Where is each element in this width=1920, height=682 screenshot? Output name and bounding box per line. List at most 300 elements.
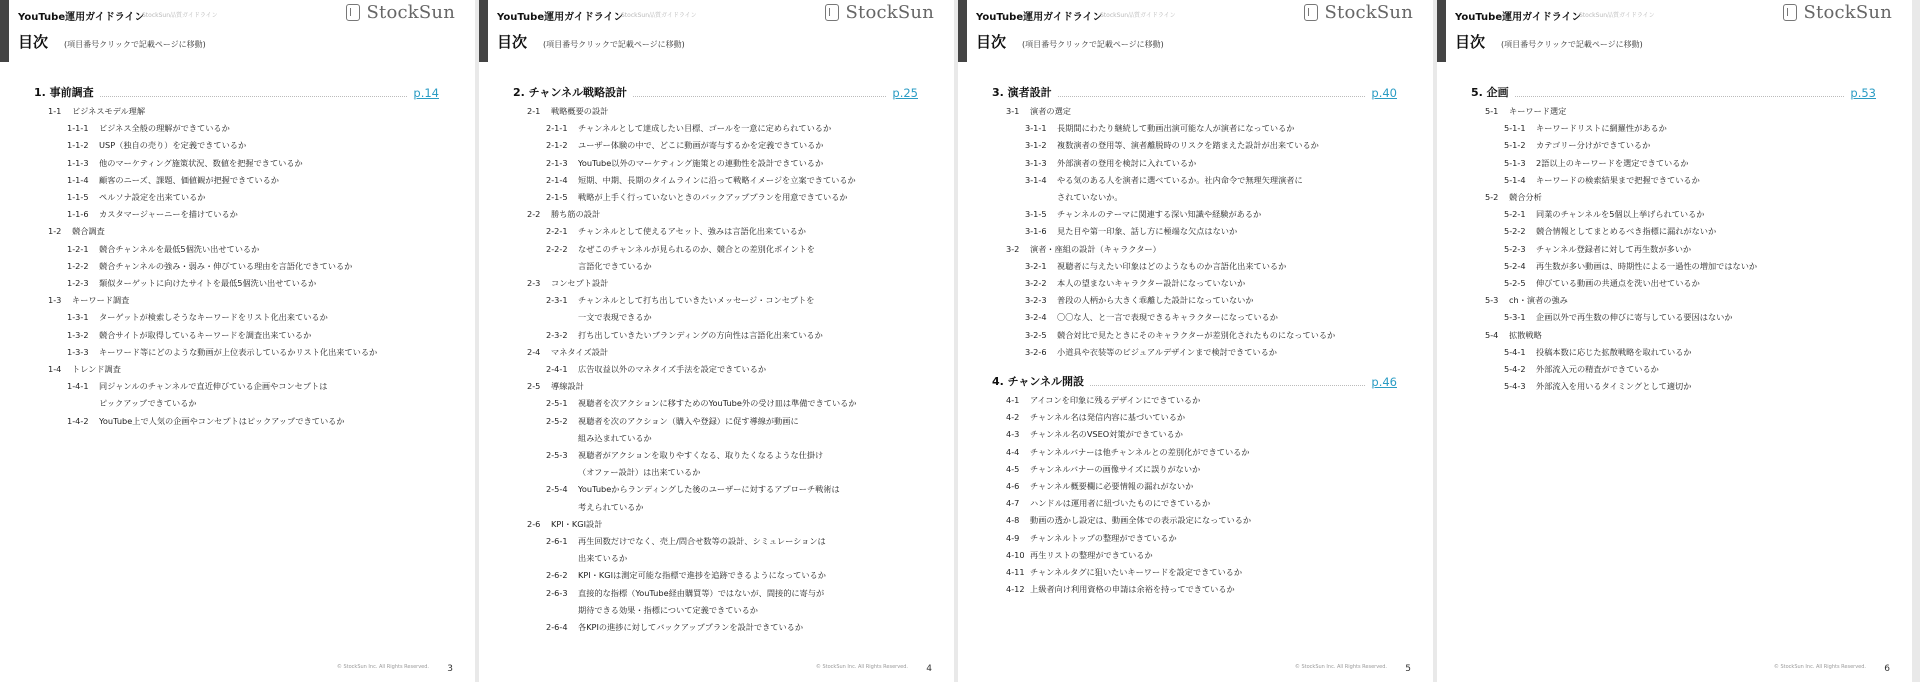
toc-item[interactable]	[992, 495, 1397, 512]
side-accent-bar	[479, 0, 488, 62]
toc-subitem[interactable]	[1471, 361, 1876, 378]
toc-subitem[interactable]	[992, 120, 1397, 137]
item-text: 企画以外で再生数の伸びに寄与している要因はないか	[1536, 312, 1733, 323]
toc-item[interactable]	[1471, 292, 1876, 309]
item-text: ターゲットが検索しそうなキーワードをリスト化出来ているか	[99, 312, 328, 323]
item-number[interactable]: 2-6-1	[546, 536, 568, 547]
document-subtitle: StockSun品質ガイドライン	[1100, 12, 1176, 19]
item-number[interactable]: 4-4	[1006, 446, 1020, 457]
item-text: チャンネル名は発信内容に基づいているか	[1030, 412, 1186, 423]
toc-item[interactable]	[992, 461, 1397, 478]
item-number[interactable]: 2-1-1	[546, 123, 568, 134]
item-number[interactable]: 1-3-3	[67, 346, 89, 357]
item-number[interactable]: 5-3	[1485, 295, 1499, 306]
item-text: 長期間にわたり継続して動画出演可能な人が演者になっているか	[1057, 123, 1295, 134]
item-text: 勝ち筋の設計	[551, 209, 601, 220]
item-text: なぜこのチャンネルが見られるのか、競合との差別化ポイントを	[578, 243, 815, 254]
section-spacer	[992, 361, 1397, 373]
item-text: チャンネルバナーの画像サイズに誤りがないか	[1030, 463, 1201, 474]
toc-heading-note: (項目番号クリックで記載ページに移動)	[543, 40, 685, 49]
toc-item[interactable]	[992, 103, 1397, 120]
item-text: 言語化できているか	[578, 260, 652, 271]
toc-subitem[interactable]	[34, 378, 439, 395]
toc-subitem[interactable]	[513, 533, 918, 550]
item-number[interactable]: 1-2-3	[67, 278, 89, 289]
item-number[interactable]: 2-4	[527, 346, 541, 357]
toc-heading	[497, 31, 685, 52]
toc-subitem[interactable]	[34, 413, 439, 430]
item-number[interactable]: 2-3-2	[546, 329, 568, 340]
item-text: 競合調査	[72, 226, 105, 237]
toc-subitem[interactable]	[513, 361, 918, 378]
toc-item[interactable]	[992, 512, 1397, 529]
item-number[interactable]: 3-2-3	[1025, 295, 1047, 306]
stocksun-logo-icon	[346, 4, 360, 21]
item-number[interactable]: 5-1-2	[1504, 140, 1526, 151]
item-number[interactable]: 5-1-1	[1504, 123, 1526, 134]
toc-subitem[interactable]	[992, 258, 1397, 275]
item-text: チャンネルバナーは他チャンネルとの差別化ができているか	[1030, 446, 1250, 457]
section-page-link[interactable]: p.14	[413, 86, 439, 100]
document-subtitle: StockSun品質ガイドライン	[621, 12, 697, 19]
item-text: 他のマーケティング施策状況、数値を把握できているか	[99, 157, 303, 168]
toc-subitem[interactable]	[1471, 172, 1876, 189]
toc-subitem[interactable]	[992, 155, 1397, 172]
item-number[interactable]: 5-2-2	[1504, 226, 1526, 237]
document-title: YouTube運用ガイドライン	[18, 12, 145, 23]
toc-subitem[interactable]	[513, 481, 918, 498]
toc-list	[1471, 84, 1876, 395]
toc-subitem[interactable]	[1471, 275, 1876, 292]
toc-subitem[interactable]	[34, 189, 439, 206]
copyright: © StockSun Inc. All Rights Reserved.	[1773, 664, 1866, 670]
toc-item[interactable]	[513, 275, 918, 292]
toc-item[interactable]	[513, 206, 918, 223]
item-text: されていないか。	[1057, 192, 1123, 203]
item-text: チャンネル概要欄に必要情報の漏れがないか	[1030, 481, 1194, 492]
item-text: 競合分析	[1509, 192, 1542, 203]
item-text: カスタマージャーニーを描けているか	[99, 209, 238, 220]
toc-section	[513, 84, 918, 100]
toc-heading-note: (項目番号クリックで記載ページに移動)	[1501, 40, 1643, 49]
toc-subitem[interactable]	[1471, 137, 1876, 154]
dotted-leader	[1090, 385, 1365, 386]
item-text: ビジネスモデル理解	[72, 106, 146, 116]
copyright: © StockSun Inc. All Rights Reserved.	[336, 664, 429, 670]
toc-subitem[interactable]	[34, 172, 439, 189]
item-text: チャンネルタグに狙いたいキーワードを設定できているか	[1030, 567, 1243, 578]
item-number[interactable]: 4-5	[1006, 463, 1020, 474]
item-number[interactable]: 3-1-1	[1025, 123, 1047, 134]
item-number[interactable]: 3-1-4	[1025, 174, 1047, 185]
item-number[interactable]: 1-3	[48, 295, 62, 306]
toc-heading	[18, 31, 206, 52]
item-text: 視聴者を次のアクション（購入や登録）に促す導線が動画に	[578, 415, 799, 426]
item-number[interactable]: 1-4	[48, 364, 62, 375]
toc-subitem[interactable]	[34, 155, 439, 172]
item-number[interactable]: 2-6-4	[546, 622, 568, 633]
toc-subitem[interactable]	[1471, 309, 1876, 326]
toc-item[interactable]	[992, 241, 1397, 258]
item-text: 打ち出していきたいブランディングの方向性は言語化出来ているか	[578, 329, 823, 340]
toc-item-continuation[interactable]	[34, 395, 439, 412]
toc-subitem[interactable]	[992, 275, 1397, 292]
item-number[interactable]: 2-2-1	[546, 226, 568, 237]
item-text: USP（独自の売り）を定義できているか	[99, 140, 247, 151]
item-text: 〇〇な人、と一言で表現できるキャラクターになっているか	[1057, 312, 1278, 323]
toc-subitem[interactable]	[34, 120, 439, 137]
toc-item[interactable]	[1471, 189, 1876, 206]
side-accent-bar	[958, 0, 967, 62]
toc-item[interactable]	[992, 530, 1397, 547]
item-number[interactable]: 3-2-1	[1025, 260, 1047, 271]
toc-item[interactable]	[1471, 327, 1876, 344]
item-number[interactable]: 1-1-1	[67, 123, 89, 134]
toc-subitem[interactable]	[513, 413, 918, 430]
section-title: 5. 企画	[1471, 86, 1509, 99]
item-number[interactable]: 4-3	[1006, 429, 1020, 440]
toc-subitem[interactable]	[992, 206, 1397, 223]
page-number: 5	[1405, 664, 1411, 674]
item-number[interactable]: 2-1	[527, 106, 541, 116]
section-page-link[interactable]: p.46	[1371, 375, 1397, 390]
item-text: チャンネル名のVSEO対策ができているか	[1030, 429, 1183, 440]
item-text: KPI・KGIは測定可能な指標で進捗を追跡できるようになっているか	[578, 570, 826, 581]
item-number[interactable]: 3-2	[1006, 243, 1020, 254]
item-number[interactable]: 4-6	[1006, 481, 1020, 492]
toc-item[interactable]	[34, 103, 439, 120]
toc-subitem[interactable]	[992, 344, 1397, 361]
toc-item[interactable]	[1471, 103, 1876, 120]
item-text: YouTube上で人気の企画やコンセプトはピックアップできているか	[99, 415, 345, 426]
item-text: 広告収益以外のマネタイズ手法を設定できているか	[578, 364, 767, 375]
item-text: チャンネル登録者に対して再生数が多いか	[1536, 243, 1692, 254]
toc-item[interactable]	[992, 547, 1397, 564]
page-number: 6	[1884, 664, 1890, 674]
toc-subitem[interactable]	[1471, 258, 1876, 275]
item-text: 一文で表現できるか	[578, 312, 652, 323]
dotted-leader	[100, 96, 408, 97]
item-text: YouTubeからランディングした後のユーザーに対するアプローチ戦術は	[578, 484, 840, 495]
item-number[interactable]: 2-6	[527, 518, 541, 529]
item-number[interactable]: 2-5-4	[546, 484, 568, 495]
item-number[interactable]: 1-3-1	[67, 312, 89, 323]
item-number[interactable]: 5-2-4	[1504, 260, 1526, 271]
toc-item[interactable]	[992, 564, 1397, 581]
item-text: キーワードの検索結果まで把握できているか	[1536, 174, 1700, 185]
item-number[interactable]: 1-4-1	[67, 381, 89, 392]
item-text: ユーザー体験の中で、どこに動画が寄与するかを定義できているか	[578, 140, 824, 151]
toc-item-continuation[interactable]	[513, 258, 918, 275]
toc-item[interactable]	[513, 103, 918, 120]
item-text: チャンネルとして使えるアセット、強みは言語化出来ているか	[578, 226, 806, 237]
toc-subitem[interactable]	[513, 155, 918, 172]
toc-page	[1437, 0, 1912, 682]
toc-subitem[interactable]	[513, 395, 918, 412]
item-text: カテゴリー分けができているか	[1536, 140, 1651, 151]
toc-subitem[interactable]	[1471, 155, 1876, 172]
section-title: 1. 事前調査	[34, 86, 94, 99]
toc-subitem[interactable]	[513, 447, 918, 464]
item-text: 競合サイトが取得しているキーワードを調査出来ているか	[99, 329, 312, 340]
item-text: 視聴者がアクションを取りやすくなる、取りたくなるような仕掛け	[578, 450, 824, 461]
item-text: 直接的な指標（YouTube経由購買等）ではないが、間接的に寄与が	[578, 587, 825, 598]
stocksun-logo-icon	[1304, 4, 1318, 21]
item-text: 外部流入元の精査ができているか	[1536, 364, 1659, 375]
toc-item[interactable]	[513, 378, 918, 395]
item-text: 顧客のニーズ、課題、価値観が把握できているか	[99, 174, 279, 185]
item-text: 外部演者の登用を検討に入れているか	[1057, 157, 1197, 168]
item-text: 競合チャンネルを最低5個洗い出せているか	[99, 243, 260, 254]
item-text: マネタイズ設計	[551, 346, 609, 357]
toc-subitem[interactable]	[1471, 206, 1876, 223]
toc-subitem[interactable]	[34, 241, 439, 258]
item-number[interactable]: 5-4	[1485, 329, 1499, 340]
item-number[interactable]: 5-1-4	[1504, 174, 1526, 185]
toc-section	[34, 84, 439, 100]
toc-subitem[interactable]	[513, 223, 918, 240]
item-text: 類似ターゲットに向けたサイトを最低5個洗い出せているか	[99, 278, 317, 289]
toc-item-continuation[interactable]	[513, 550, 918, 567]
item-number[interactable]: 5-2	[1485, 192, 1499, 203]
item-text: 視聴者に与えたい印象はどのようなものか言語化出来ているか	[1057, 260, 1287, 271]
toc-item-continuation[interactable]	[513, 499, 918, 516]
item-number[interactable]: 3-1	[1006, 106, 1020, 116]
toc-subitem[interactable]	[1471, 223, 1876, 240]
item-number[interactable]: 1-1	[48, 106, 62, 116]
section-title: 4. チャンネル開設	[992, 375, 1085, 389]
toc-subitem[interactable]	[513, 292, 918, 309]
toc-item[interactable]	[34, 361, 439, 378]
toc-subitem[interactable]	[34, 206, 439, 223]
toc-item[interactable]	[992, 581, 1397, 598]
toc-subitem[interactable]	[34, 258, 439, 275]
item-number[interactable]: 3-2-6	[1025, 346, 1047, 357]
item-number[interactable]: 1-1-2	[67, 140, 89, 151]
item-number[interactable]: 3-1-3	[1025, 157, 1047, 168]
toc-page	[0, 0, 475, 682]
item-number[interactable]: 2-1-2	[546, 140, 568, 151]
toc-subitem[interactable]	[513, 241, 918, 258]
section-title: 2. チャンネル戦略設計	[513, 86, 628, 99]
toc-subitem[interactable]	[1471, 344, 1876, 361]
item-number[interactable]: 2-6-2	[546, 570, 568, 581]
item-number[interactable]: 4-9	[1006, 532, 1020, 543]
toc-subitem[interactable]	[34, 309, 439, 326]
item-text: 伸びている動画の共通点を洗い出せているか	[1536, 278, 1700, 289]
copyright: © StockSun Inc. All Rights Reserved.	[815, 664, 908, 670]
item-text: 視聴者を次アクションに移すためのYouTube外の受け皿は準備できているか	[578, 398, 857, 409]
item-number[interactable]: 2-5-2	[546, 415, 568, 426]
toc-subitem[interactable]	[513, 619, 918, 636]
toc-page	[958, 0, 1433, 682]
item-text: 小道具や衣装等のビジュアルデザインまで検討できているか	[1057, 346, 1277, 357]
toc-subitem[interactable]	[513, 120, 918, 137]
item-number[interactable]: 3-1-5	[1025, 209, 1047, 220]
toc-subitem[interactable]	[34, 275, 439, 292]
item-text: 同業のチャンネルを5個以上挙げられているか	[1536, 209, 1705, 220]
toc-item-continuation[interactable]	[513, 602, 918, 619]
toc-section	[992, 373, 1397, 389]
item-number[interactable]: 1-2-1	[67, 243, 89, 254]
item-number[interactable]: 1-1-3	[67, 157, 89, 168]
item-number[interactable]: 5-2-1	[1504, 209, 1526, 220]
toc-page	[479, 0, 954, 682]
toc-subitem[interactable]	[992, 137, 1397, 154]
toc-subitem[interactable]	[513, 585, 918, 602]
toc-subitem[interactable]	[513, 327, 918, 344]
item-number[interactable]: 1-1-6	[67, 209, 89, 220]
item-text: 動画の透かし設定は、動画全体での表示設定になっているか	[1030, 515, 1252, 526]
item-number[interactable]: 3-1-6	[1025, 226, 1047, 237]
item-number[interactable]: 5-2-3	[1504, 243, 1526, 254]
toc-subitem[interactable]	[513, 567, 918, 584]
item-number[interactable]: 1-1-4	[67, 174, 89, 185]
section-title: 3. 演者設計	[992, 86, 1052, 99]
side-accent-bar	[1437, 0, 1446, 62]
item-number[interactable]: 3-1-2	[1025, 140, 1047, 151]
item-text: 導線設計	[551, 381, 584, 392]
toc-subitem[interactable]	[34, 327, 439, 344]
toc-item-continuation[interactable]	[513, 430, 918, 447]
toc-item-continuation[interactable]	[513, 464, 918, 481]
toc-item[interactable]	[992, 478, 1397, 495]
item-number[interactable]: 5-4-1	[1504, 346, 1526, 357]
toc-item[interactable]	[513, 516, 918, 533]
item-number[interactable]: 5-2-5	[1504, 278, 1526, 289]
toc-heading	[976, 31, 1164, 52]
item-number[interactable]: 2-1-4	[546, 174, 568, 185]
item-number[interactable]: 4-10	[1006, 549, 1025, 560]
toc-heading-text: 目次	[976, 33, 1007, 51]
item-number[interactable]: 5-4-3	[1504, 381, 1526, 392]
section-page-link[interactable]: p.40	[1371, 86, 1397, 100]
item-number[interactable]: 2-5-3	[546, 450, 568, 461]
toc-item[interactable]	[513, 344, 918, 361]
item-text: やる気のある人を演者に選べているか。社内命令で無理矢理演者に	[1057, 174, 1303, 185]
item-text: 本人の望まないキャラクター設計になっていないか	[1057, 278, 1246, 289]
item-number[interactable]: 4-11	[1006, 567, 1025, 578]
toc-item[interactable]	[992, 392, 1397, 409]
toc-subitem[interactable]	[513, 137, 918, 154]
item-number[interactable]: 4-2	[1006, 412, 1020, 423]
toc-subitem[interactable]	[992, 223, 1397, 240]
item-text: 再生数が多い動画は、時期性による一過性の増加ではないか	[1536, 260, 1758, 271]
toc-subitem[interactable]	[34, 137, 439, 154]
brand-name: StockSun	[366, 2, 455, 23]
item-number[interactable]: 1-1-5	[67, 192, 89, 203]
toc-section	[1471, 84, 1876, 100]
item-number[interactable]: 2-3-1	[546, 295, 568, 306]
document-subtitle: StockSun品質ガイドライン	[1579, 12, 1655, 19]
item-text: コンセプト設計	[551, 278, 609, 289]
toc-subitem[interactable]	[992, 327, 1397, 344]
item-text: 普段の人柄から大きく乖離した設計になっていないか	[1057, 295, 1254, 306]
document-title: YouTube運用ガイドライン	[497, 12, 624, 23]
item-number[interactable]: 2-5-1	[546, 398, 568, 409]
toc-subitem[interactable]	[513, 189, 918, 206]
item-number[interactable]: 4-1	[1006, 395, 1020, 406]
toc-list	[992, 84, 1397, 598]
item-text: 同ジャンルのチャンネルで直近伸びている企画やコンセプトは	[99, 381, 328, 392]
item-text: チャンネルのテーマに関連する深い知識や経験があるか	[1057, 209, 1262, 220]
item-number[interactable]: 2-4-1	[546, 364, 568, 375]
item-text: 外部流入を用いるタイミングとして適切か	[1536, 381, 1692, 392]
toc-subitem[interactable]	[992, 172, 1397, 189]
toc-subitem[interactable]	[992, 292, 1397, 309]
toc-item-continuation[interactable]	[513, 309, 918, 326]
toc-section	[992, 84, 1397, 100]
item-number[interactable]: 5-4-2	[1504, 364, 1526, 375]
toc-item[interactable]	[992, 409, 1397, 426]
item-number[interactable]: 2-5	[527, 381, 541, 392]
toc-item[interactable]	[34, 292, 439, 309]
item-number[interactable]: 1-4-2	[67, 415, 89, 426]
item-text: ハンドルは運用者に紐づいたものにできているか	[1030, 498, 1211, 509]
item-number[interactable]: 1-3-2	[67, 329, 89, 340]
toc-heading-text: 目次	[1455, 33, 1486, 51]
section-page-link[interactable]: p.25	[892, 86, 918, 100]
item-number[interactable]: 3-2-2	[1025, 278, 1047, 289]
toc-item[interactable]	[992, 444, 1397, 461]
item-number[interactable]: 2-3	[527, 278, 541, 289]
dotted-leader	[1515, 96, 1845, 97]
item-number[interactable]: 1-2	[48, 226, 62, 237]
stocksun-logo-icon	[825, 4, 839, 21]
item-text: 戦略が上手く行っていないときのバックアッププランを用意できているか	[578, 192, 848, 203]
page-number: 4	[926, 664, 932, 674]
toc-subitem[interactable]	[1471, 241, 1876, 258]
item-number[interactable]: 2-2	[527, 209, 541, 220]
item-text: ビジネス全般の理解ができているか	[99, 123, 230, 134]
item-number[interactable]: 2-1-3	[546, 157, 568, 168]
toc-subitem[interactable]	[1471, 120, 1876, 137]
item-number[interactable]: 4-12	[1006, 584, 1025, 595]
item-number[interactable]: 2-6-3	[546, 587, 568, 598]
item-number[interactable]: 4-7	[1006, 498, 1020, 509]
toc-item[interactable]	[34, 223, 439, 240]
brand-logo	[825, 2, 934, 23]
item-number[interactable]: 5-1	[1485, 106, 1499, 116]
item-number[interactable]: 3-2-4	[1025, 312, 1047, 323]
item-text: 上級者向け利用資格の申請は余裕を持ってできているか	[1030, 584, 1235, 595]
stocksun-logo-icon	[1783, 4, 1797, 21]
toc-item-continuation[interactable]	[992, 189, 1397, 206]
item-text: 演者・座組の設計（キャラクター）	[1030, 243, 1161, 254]
item-text: キーワード選定	[1509, 106, 1567, 116]
item-number[interactable]: 5-1-3	[1504, 157, 1526, 168]
toc-subitem[interactable]	[34, 344, 439, 361]
item-number[interactable]: 1-2-2	[67, 260, 89, 271]
toc-item[interactable]	[992, 426, 1397, 443]
brand-logo	[346, 2, 455, 23]
dotted-leader	[633, 96, 886, 97]
copyright: © StockSun Inc. All Rights Reserved.	[1294, 664, 1387, 670]
item-number[interactable]: 3-2-5	[1025, 329, 1047, 340]
document-title: YouTube運用ガイドライン	[976, 12, 1103, 23]
document-subtitle: StockSun品質ガイドライン	[142, 12, 218, 19]
toc-subitem[interactable]	[1471, 378, 1876, 395]
item-number[interactable]: 2-2-2	[546, 243, 568, 254]
section-page-link[interactable]: p.53	[1850, 86, 1876, 100]
item-number[interactable]: 2-1-5	[546, 192, 568, 203]
item-number[interactable]: 4-8	[1006, 515, 1020, 526]
toc-heading-note: (項目番号クリックで記載ページに移動)	[1022, 40, 1164, 49]
item-number[interactable]: 5-3-1	[1504, 312, 1526, 323]
toc-heading-note: (項目番号クリックで記載ページに移動)	[64, 40, 206, 49]
toc-subitem[interactable]	[992, 309, 1397, 326]
toc-subitem[interactable]	[513, 172, 918, 189]
